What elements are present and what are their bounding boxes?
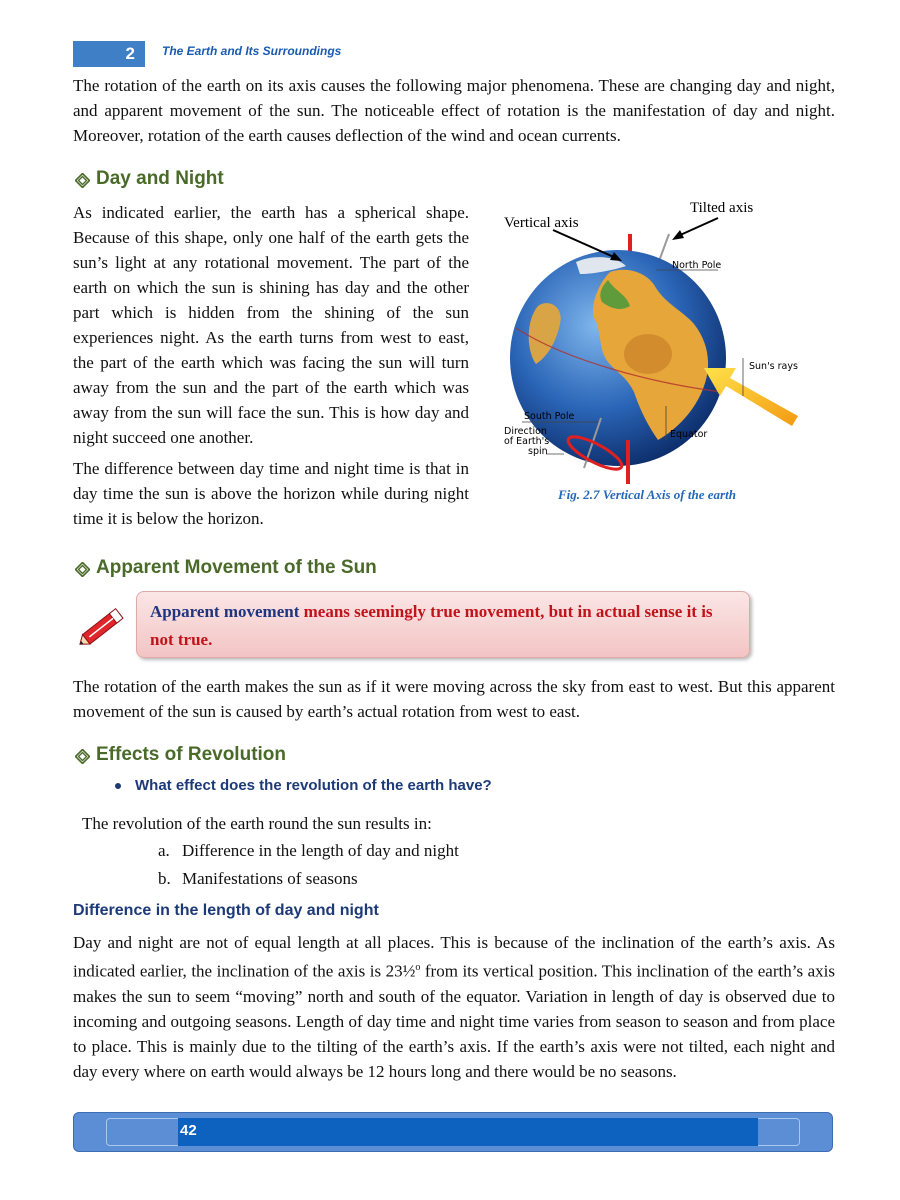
label-direction: Direction	[504, 426, 547, 437]
arrowhead-icon	[672, 230, 684, 240]
label-south-pole: South Pole	[524, 411, 575, 422]
difference-paragraph: Day and night are not of equal length at all places. This is because of the inclination of the earth’s axis. As indicated earlier, the inclination of the axis is 23½$^o$ from its vertical position. This inclination of the earth’s axis makes the sun to seem “moving” north and south of the equator. Variation in length of day is observed due to incoming and outgoing seasons. Length of day time and night time varies from season to season and from place to place. This is mainly due to the tilting of the earth’s axis. If the earth’s axis were not tilted, each night and day every where on earth would always be 12 hours long and there would be no seasons.	[73, 933, 835, 1081]
diamond-bullet-icon	[75, 748, 90, 763]
footer-fill	[178, 1118, 758, 1146]
page-number: 42	[180, 1122, 197, 1139]
footer-bar	[73, 1112, 833, 1152]
note-definition: means seemingly true movement, but in actual sense it is not true.	[150, 602, 713, 649]
earth-axis-diagram	[498, 196, 818, 486]
label-north-pole: North Pole	[672, 260, 722, 271]
label-suns-rays: Sun's rays	[749, 361, 798, 372]
bullet-icon	[115, 783, 121, 789]
chapter-title: The Earth and Its Surroundings	[162, 44, 342, 58]
chapter-number-badge	[73, 41, 145, 67]
intro-paragraph: The rotation of the earth on its axis causes the following major phenomena. These are changing day and night, and apparent movement of the sun. The noticeable effect of rotation is the manifestation of day and night. Moreover, rotation of the earth causes deflection of the wind and ocean currents.	[73, 76, 835, 145]
revolution-question	[115, 777, 492, 794]
label-spin: spin	[528, 446, 548, 457]
tilted-axis-pointer	[678, 218, 718, 236]
label-of-earths: of Earth's	[504, 436, 550, 447]
earth-axis-figure	[498, 196, 818, 486]
section-heading-text: Effects of Revolution	[96, 744, 287, 765]
continent-desert	[624, 334, 672, 374]
question-text: What effect does the revolution of the earth have?	[135, 777, 492, 794]
diamond-bullet-icon	[75, 561, 90, 576]
diamond-bullet-icon	[75, 172, 90, 187]
list-item: a. Difference in the length of day and night	[158, 841, 459, 860]
day-night-paragraph-1: As indicated earlier, the earth has a spherical shape. Because of this shape, only one half of the earth gets the sun’s light at any rotational movement. The part of the earth on which the sun is shining has day and the other part which is hidden from the shining of the sun experiences night. As the earth turns from west to east, the part of the earth which was facing the sun will turn away from the sun and the part of the earth which was away from the sun will face the sun. This is how day and night succeed one another.	[73, 203, 469, 447]
label-equator: Equator	[670, 429, 708, 440]
subheading-difference: Difference in the length of day and night	[73, 902, 379, 919]
definition-note-box	[136, 591, 750, 658]
section-heading-apparent-movement	[75, 557, 377, 579]
pencil-icon	[74, 604, 130, 655]
revolution-intro: The revolution of the earth round the sun results in:	[82, 814, 432, 833]
chapter-number: 2	[125, 44, 135, 63]
day-night-paragraph-2: The difference between day time and night time is that in day time the sun is above the horizon while during night time it is below the horizon.	[73, 459, 469, 528]
section-heading-day-night	[75, 168, 224, 190]
definition-note-text	[150, 598, 740, 654]
figure-caption: Fig. 2.7 Vertical Axis of the earth	[558, 487, 736, 502]
vertical-axis-bottom	[626, 440, 630, 484]
apparent-movement-paragraph: The rotation of the earth makes the sun as if it were moving across the sky from east to west. But this apparent movement of the sun is caused by earth’s actual rotation from west to east.	[73, 677, 835, 721]
list-item: b. Manifestations of seasons	[158, 869, 358, 888]
degree-superscript: o	[415, 962, 421, 973]
label-tilted-axis: Tilted axis	[690, 200, 754, 216]
revolution-results-list	[158, 837, 459, 893]
vertical-axis-pointer	[553, 230, 616, 258]
label-vertical-axis: Vertical axis	[504, 215, 579, 231]
note-term: Apparent movement	[150, 602, 300, 621]
section-heading-revolution	[75, 744, 286, 766]
section-heading-text: Day and Night	[96, 168, 224, 189]
section-heading-text: Apparent Movement of the Sun	[96, 557, 377, 578]
